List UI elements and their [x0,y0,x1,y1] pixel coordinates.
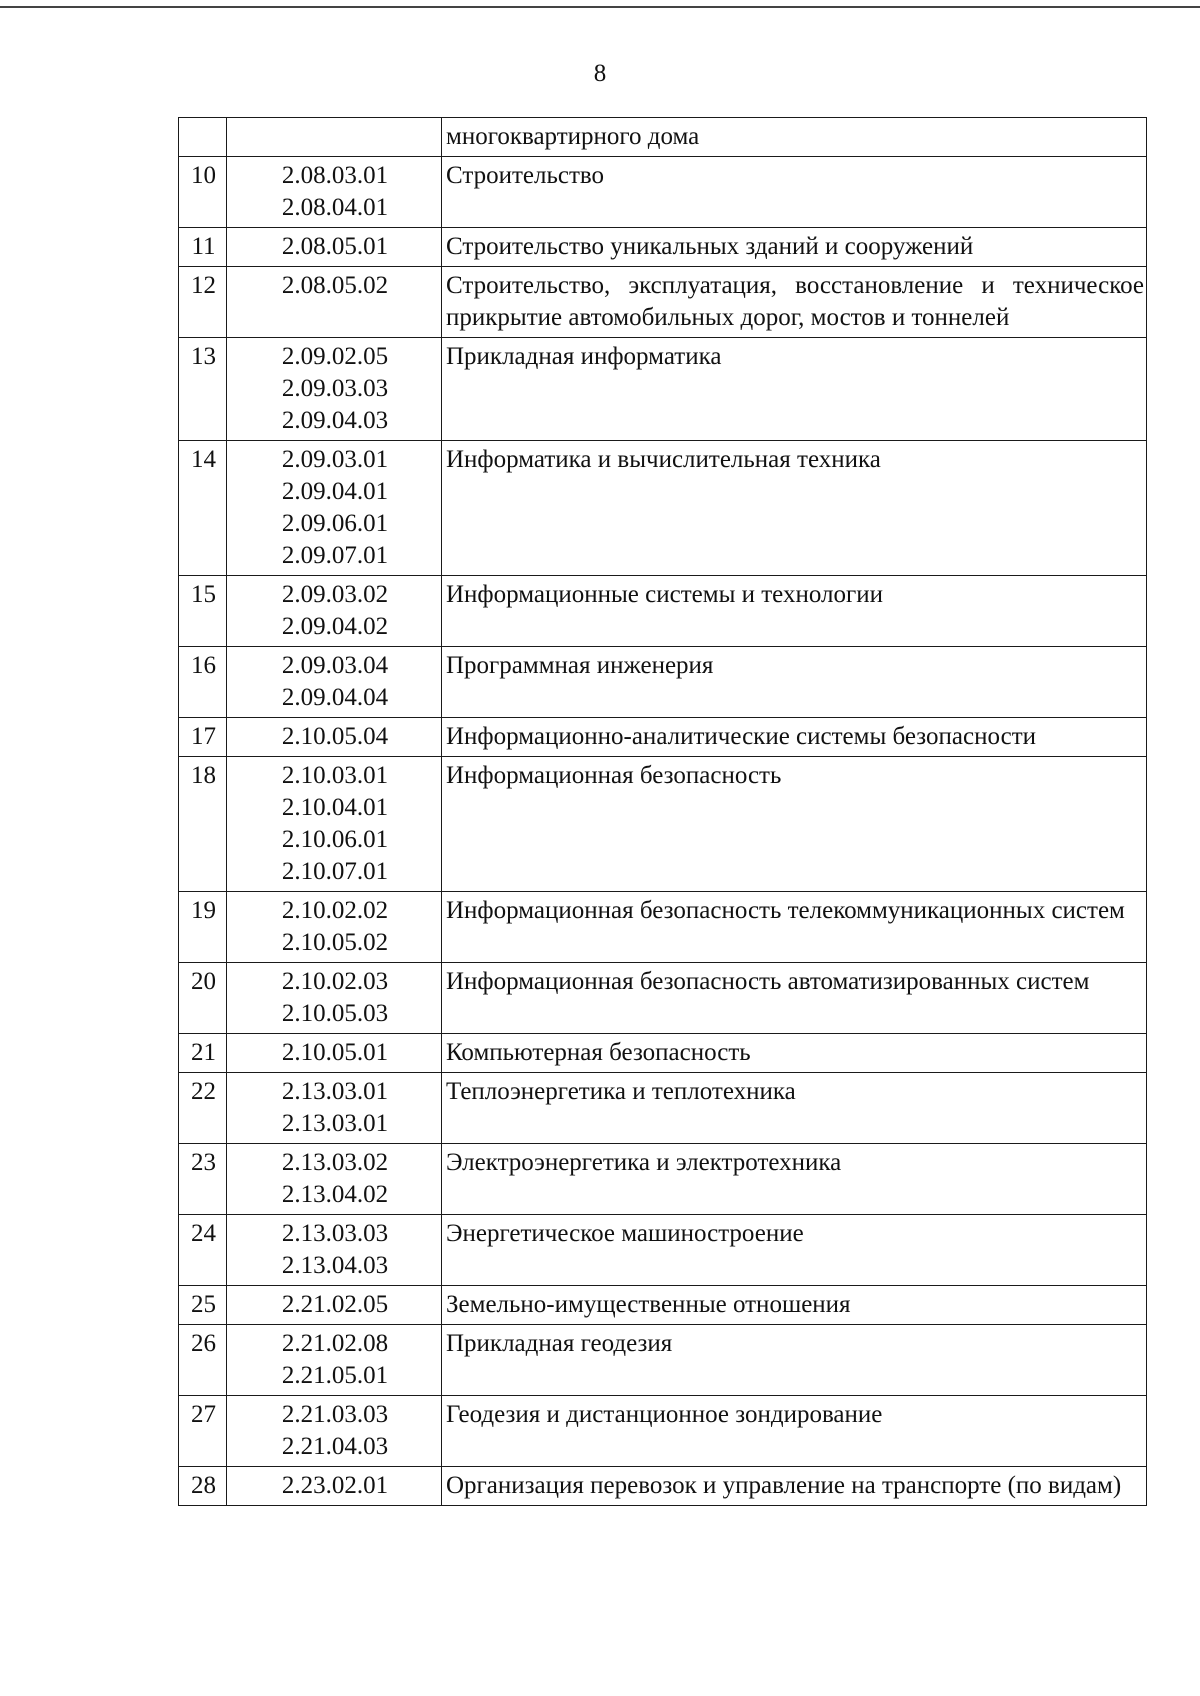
specialty-code: 2.21.02.08 [281,1330,389,1357]
row-number-cell: 22 [179,1073,227,1144]
table-row [179,157,1147,228]
table-row [179,118,1147,157]
table-row [179,892,1147,963]
specialty-code: 2.09.03.01 [281,446,389,473]
specialty-code-cell [227,118,442,157]
table-row [179,576,1147,647]
specialty-name-cell: Строительство уникальных зданий и сооружений [442,228,1147,267]
specialty-code-cell [227,1073,442,1144]
specialty-name-cell: Информационная безопасность [442,757,1147,892]
specialty-code: 2.08.03.01 [281,162,389,189]
row-number-cell: 28 [179,1467,227,1506]
specialty-code: 2.10.07.01 [281,858,389,885]
table-row [179,267,1147,338]
table-row [179,228,1147,267]
table-row [179,1286,1147,1325]
row-number-cell: 23 [179,1144,227,1215]
specialty-code: 2.21.04.03 [281,1433,389,1460]
specialty-code: 2.13.04.03 [281,1252,389,1279]
specialty-name-cell: Информационно-аналитические системы безопасности [442,718,1147,757]
specialty-name-cell: Электроэнергетика и электротехника [442,1144,1147,1215]
specialty-name-cell: Информационная безопасность автоматизированных систем [442,963,1147,1034]
row-number-cell: 18 [179,757,227,892]
row-number-cell: 12 [179,267,227,338]
specialty-code-cell [227,718,442,757]
specialty-name-cell: многоквартирного дома [442,118,1147,157]
specialty-code: 2.09.04.04 [281,684,389,711]
specialty-code-cell [227,892,442,963]
row-number-cell: 11 [179,228,227,267]
specialty-code-cell [227,228,442,267]
specialty-name-cell: Прикладная информатика [442,338,1147,441]
specialty-code: 2.21.02.05 [281,1291,389,1318]
specialty-code-cell [227,338,442,441]
specialty-code-cell [227,757,442,892]
row-number-cell: 10 [179,157,227,228]
specialty-code-cell [227,1396,442,1467]
specialty-name-cell: Информационная безопасность телекоммуникационных систем [442,892,1147,963]
specialty-code-cell [227,963,442,1034]
table-row [179,1396,1147,1467]
page-number: 8 [593,60,607,87]
specialty-name-cell: Информатика и вычислительная техника [442,441,1147,576]
specialty-name-cell: Информационные системы и технологии [442,576,1147,647]
specialty-code-cell [227,1215,442,1286]
specialty-code: 2.10.03.01 [281,762,389,789]
row-number-cell: 26 [179,1325,227,1396]
specialties-table [178,117,1147,1506]
specialty-code: 2.13.04.02 [281,1181,389,1208]
table-row [179,1325,1147,1396]
row-number-cell: 25 [179,1286,227,1325]
row-number-cell: 16 [179,647,227,718]
specialty-code: 2.10.04.01 [281,794,389,821]
table-row [179,1144,1147,1215]
specialty-name-cell: Прикладная геодезия [442,1325,1147,1396]
specialty-name-cell: Энергетическое машиностроение [442,1215,1147,1286]
specialty-code: 2.09.04.03 [281,407,389,434]
specialty-code: 2.09.04.02 [281,613,389,640]
specialty-code: 2.09.02.05 [281,343,389,370]
specialty-code: 2.10.05.04 [281,723,389,750]
specialty-code-cell [227,267,442,338]
specialty-code-cell [227,1144,442,1215]
specialty-code: 2.10.05.02 [281,929,389,956]
specialty-code-cell [227,157,442,228]
specialty-name-cell: Организация перевозок и управление на транспорте (по видам) [442,1467,1147,1506]
specialty-name-cell: Строительство, эксплуатация, восстановление и техническое прикрытие автомобильных дорог, мостов и тоннелей [442,267,1147,338]
row-number-cell: 24 [179,1215,227,1286]
specialty-name-cell: Геодезия и дистанционное зондирование [442,1396,1147,1467]
specialty-code-cell [227,1034,442,1073]
specialty-code: 2.21.05.01 [281,1362,389,1389]
specialty-code: 2.09.06.01 [281,510,389,537]
row-number-cell [179,118,227,157]
table-row [179,1034,1147,1073]
table-row [179,1467,1147,1506]
specialty-code: 2.09.03.04 [281,652,389,679]
specialty-code: 2.13.03.02 [281,1149,389,1176]
specialty-code: 2.09.07.01 [281,542,389,569]
specialty-code: 2.08.05.02 [281,272,389,299]
specialty-code-cell [227,647,442,718]
specialty-code: 2.08.05.01 [281,233,389,260]
specialty-code: 2.10.05.01 [281,1039,389,1066]
table-row [179,1073,1147,1144]
specialty-code: 2.09.03.03 [281,375,389,402]
specialty-code: 2.21.03.03 [281,1401,389,1428]
specialty-code: 2.10.06.01 [281,826,389,853]
table-body [179,118,1147,1506]
specialty-code: 2.08.04.01 [281,194,389,221]
row-number-cell: 13 [179,338,227,441]
specialty-code: 2.13.03.03 [281,1220,389,1247]
table-row [179,1215,1147,1286]
specialty-name-cell: Теплоэнергетика и теплотехника [442,1073,1147,1144]
row-number-cell: 14 [179,441,227,576]
row-number-cell: 20 [179,963,227,1034]
row-number-cell: 15 [179,576,227,647]
top-rule [0,6,1200,8]
table-row [179,441,1147,576]
specialty-code-cell [227,1286,442,1325]
specialty-code [231,121,439,153]
specialty-name-cell: Компьютерная безопасность [442,1034,1147,1073]
table-row [179,718,1147,757]
specialty-code: 2.10.02.02 [281,897,389,924]
table-row [179,338,1147,441]
specialty-code-cell [227,441,442,576]
specialty-code-cell [227,1325,442,1396]
specialty-code: 2.10.05.03 [281,1000,389,1027]
specialty-name-cell: Программная инженерия [442,647,1147,718]
row-number-cell: 21 [179,1034,227,1073]
specialty-code: 2.13.03.01 [281,1110,389,1137]
specialty-code: 2.09.04.01 [281,478,389,505]
table-row [179,647,1147,718]
row-number-cell: 17 [179,718,227,757]
specialty-name-cell: Земельно-имущественные отношения [442,1286,1147,1325]
specialty-code: 2.13.03.01 [281,1078,389,1105]
specialty-code: 2.23.02.01 [281,1472,389,1499]
specialty-name-cell: Строительство [442,157,1147,228]
specialty-code: 2.09.03.02 [281,581,389,608]
specialty-code-cell [227,576,442,647]
table-row [179,963,1147,1034]
row-number-cell: 27 [179,1396,227,1467]
specialty-code-cell [227,1467,442,1506]
row-number-cell: 19 [179,892,227,963]
specialty-code: 2.10.02.03 [281,968,389,995]
table-row [179,757,1147,892]
